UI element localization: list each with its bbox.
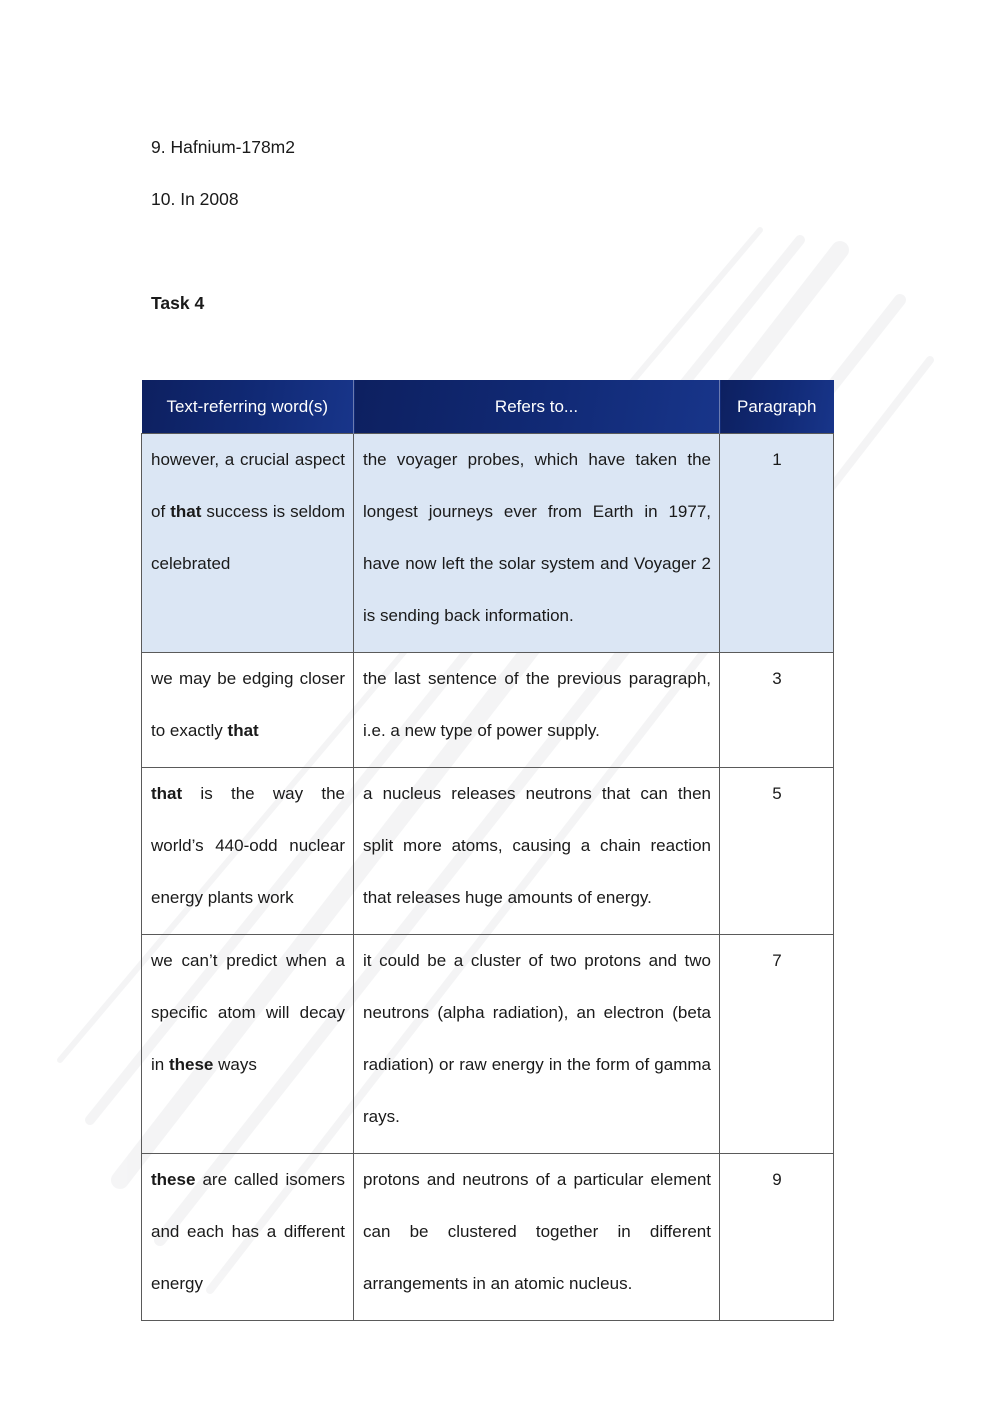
answer-text: Hafnium-178m2 <box>170 137 295 157</box>
paragraph-cell: 1 <box>720 434 834 653</box>
keyword: these <box>168 1055 214 1074</box>
text-referring-cell <box>142 935 354 1154</box>
table-header-row <box>142 380 834 434</box>
paragraph-cell: 5 <box>720 768 834 935</box>
table-row <box>142 1154 834 1321</box>
paragraph-cell: 3 <box>720 653 834 768</box>
answer-number: 9. <box>151 137 166 157</box>
text-after: are called isomers and each has a different energy <box>151 1170 345 1293</box>
refers-to-cell: the voyager probes, which have taken the longest journeys ever from Earth in 1977, have now left the solar system and Voyager 2 is sending back information. <box>354 434 720 653</box>
keyword: that <box>227 721 259 740</box>
keyword: these <box>151 1170 196 1189</box>
keyword: that <box>151 784 183 803</box>
header-text-referring-words: Text-referring word(s) <box>142 380 354 434</box>
refers-to-cell: it could be a cluster of two protons and two neutrons (alpha radiation), an electron (beta radiation) or raw energy in the form of gamma rays. <box>354 935 720 1154</box>
refers-to-cell: protons and neutrons of a particular element can be clustered together in different arrangements in an atomic nucleus. <box>354 1154 720 1321</box>
text-before: we can’t predict when a specific atom will decay in <box>151 951 345 1074</box>
header-refers-to: Refers to... <box>354 380 720 434</box>
keyword: that <box>170 502 202 521</box>
refers-to-cell: the last sentence of the previous paragraph, i.e. a new type of power supply. <box>354 653 720 768</box>
table-row <box>142 935 834 1154</box>
table-row <box>142 434 834 653</box>
task-heading: Task 4 <box>151 293 205 313</box>
paragraph-cell: 9 <box>720 1154 834 1321</box>
refers-to-cell: a nucleus releases neutrons that can then split more atoms, causing a chain reaction that releases huge amounts of energy. <box>354 768 720 935</box>
text-after: is the way the world’s 440-odd nuclear energy plants work <box>151 784 345 907</box>
text-referring-cell <box>142 434 354 653</box>
answer-number: 10. <box>151 189 176 209</box>
table-row <box>142 653 834 768</box>
text-referring-cell <box>142 1154 354 1321</box>
text-after: ways <box>213 1055 257 1074</box>
reference-table <box>141 380 834 1321</box>
answer-text: In 2008 <box>180 189 239 209</box>
table-row <box>142 768 834 935</box>
text-before: however, a crucial aspect of <box>151 450 345 521</box>
header-paragraph: Paragraph <box>720 380 834 434</box>
paragraph-cell: 7 <box>720 935 834 1154</box>
text-after: success is seldom celebrated <box>151 502 345 573</box>
text-referring-cell <box>142 768 354 935</box>
answer-item-10 <box>151 188 239 210</box>
text-referring-cell <box>142 653 354 768</box>
text-before: we may be edging closer to exactly <box>151 669 345 740</box>
answer-item-9 <box>151 136 295 158</box>
